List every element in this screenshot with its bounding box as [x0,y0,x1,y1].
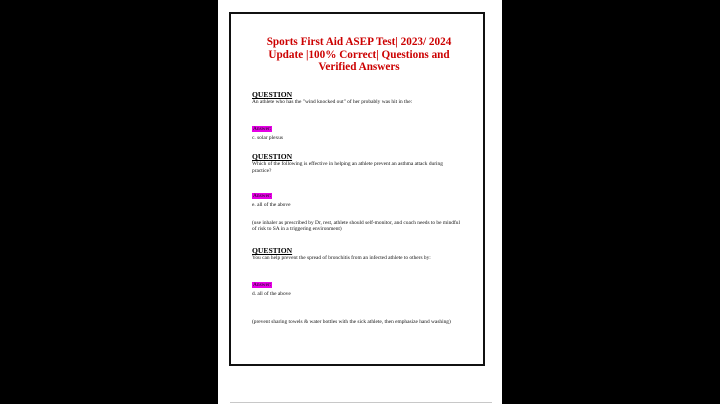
question-text: An athlete who has the "wind knocked out" of her probably was hit in the: [252,99,413,105]
question-block-3 [252,247,466,326]
answer-note-line-1: (prevent sharing towels & water bottles with the sick athlete, then emphasize hand washing) [252,319,451,326]
answer-text: c. solar plexus [252,134,283,141]
answer-note-line-2: of risk to SA in a triggering environment) [252,226,342,233]
answer-note-line-1: (use inhaler as prescribed by Dr, rest, athlete should self-monitor, and coach needs to be mindful [252,219,460,226]
question-block-1 [252,91,466,141]
question-heading: QUESTION [252,152,293,161]
question-text-line-1: Which of the following is effective in helping an athlete prevent an asthma attack during [252,161,443,167]
document-title [243,36,475,74]
next-page-edge [230,402,492,403]
title-line-1: Sports First Aid ASEP Test| 2023/ 2024 [266,36,452,48]
answer-label: Answer: [253,125,272,132]
answer-label: Answer: [253,193,272,200]
question-text-line-2: practice? [252,167,272,174]
answer-label: Answer: [253,281,272,288]
title-line-2: Update |100% Correct| Questions and [268,48,450,61]
answer-text: d. all of the above [252,290,291,297]
title-line-3: Verified Answers [318,61,400,73]
question-heading: QUESTION [252,90,293,99]
document-page [218,0,502,404]
question-block-2 [252,153,466,233]
page-border [229,12,485,366]
question-text: You can help prevent the spread of bronchitis from an infected athlete to others by: [252,255,431,261]
answer-text: e. all of the above [252,202,291,209]
question-heading: QUESTION [252,246,293,255]
